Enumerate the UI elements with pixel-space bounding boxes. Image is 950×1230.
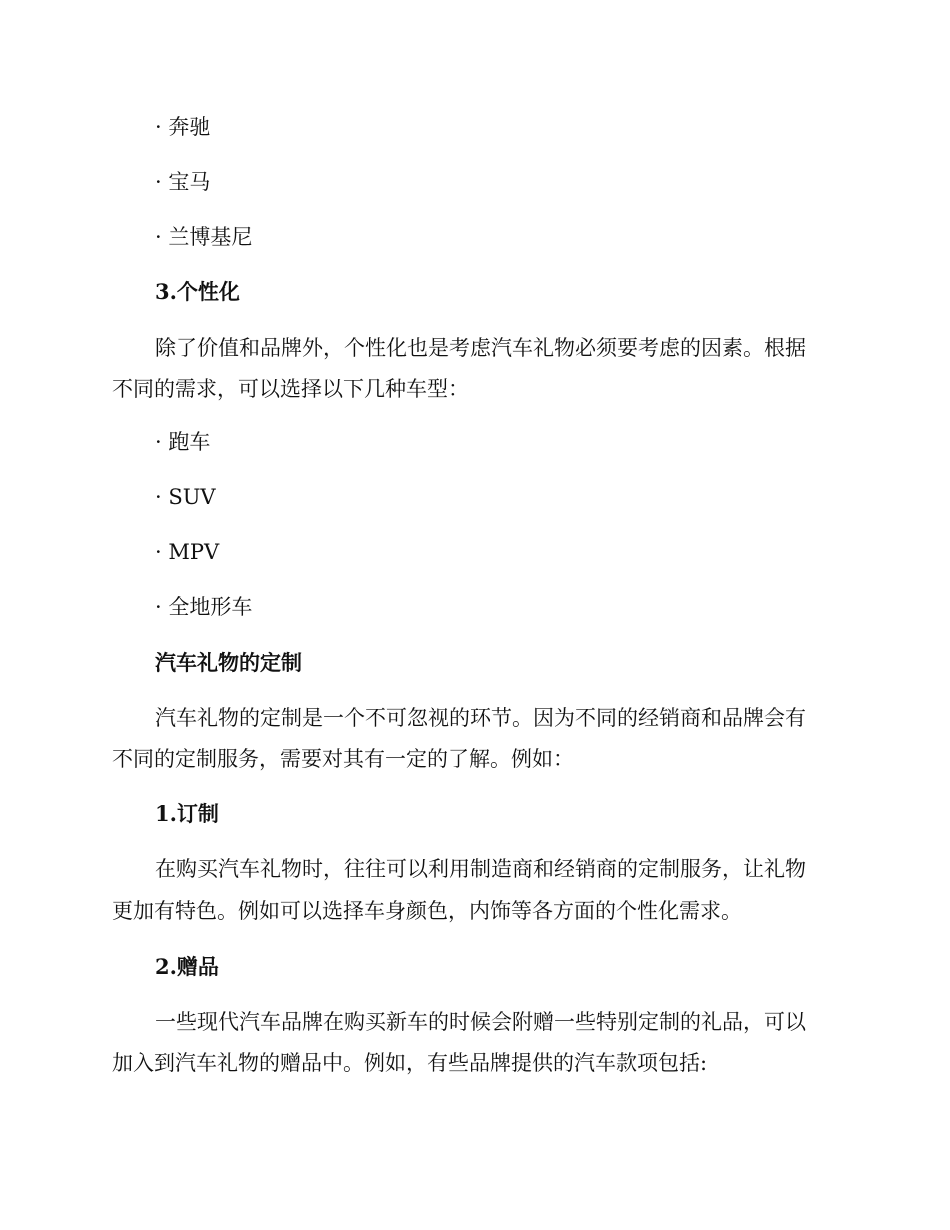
paragraph-personalization-line-1: 除了价值和品牌外，个性化也是考虑汽车礼物必须要考虑的因素。根据 — [155, 336, 806, 360]
list-item-suv: · SUV — [155, 485, 216, 509]
paragraph-gifts-line-2: 加入到汽车礼物的赠品中。例如，有些品牌提供的汽车款项包括: — [112, 1051, 708, 1075]
paragraph-customization-line-1: 汽车礼物的定制是一个不可忽视的环节。因为不同的经销商和品牌会有 — [155, 706, 806, 730]
paragraph-customization-line-2: 不同的定制服务，需要对其有一定的了解。例如： — [112, 747, 574, 771]
list-item-lamborghini: · 兰博基尼 — [155, 225, 253, 249]
paragraph-gifts-line-1: 一些现代汽车品牌在购买新车的时候会附赠一些特别定制的礼品，可以 — [155, 1010, 806, 1034]
list-item-sports-car: · 跑车 — [155, 430, 211, 454]
list-item-bmw: · 宝马 — [155, 170, 211, 194]
list-item-atv: · 全地形车 — [155, 595, 253, 619]
section-heading-order: 1.订制 — [155, 801, 219, 826]
section-heading-customization: 汽车礼物的定制 — [155, 650, 302, 675]
section-heading-gifts: 2.赠品 — [155, 954, 219, 979]
list-item-mpv: · MPV — [155, 540, 220, 564]
paragraph-order-line-1: 在购买汽车礼物时，往往可以利用制造商和经销商的定制服务，让礼物 — [155, 857, 806, 881]
section-heading-personalization: 3.个性化 — [155, 279, 240, 304]
list-item-benz: · 奔驰 — [155, 115, 211, 139]
paragraph-order-line-2: 更加有特色。例如可以选择车身颜色，内饰等各方面的个性化需求。 — [112, 899, 742, 923]
paragraph-personalization-line-2: 不同的需求，可以选择以下几种车型： — [112, 377, 469, 401]
